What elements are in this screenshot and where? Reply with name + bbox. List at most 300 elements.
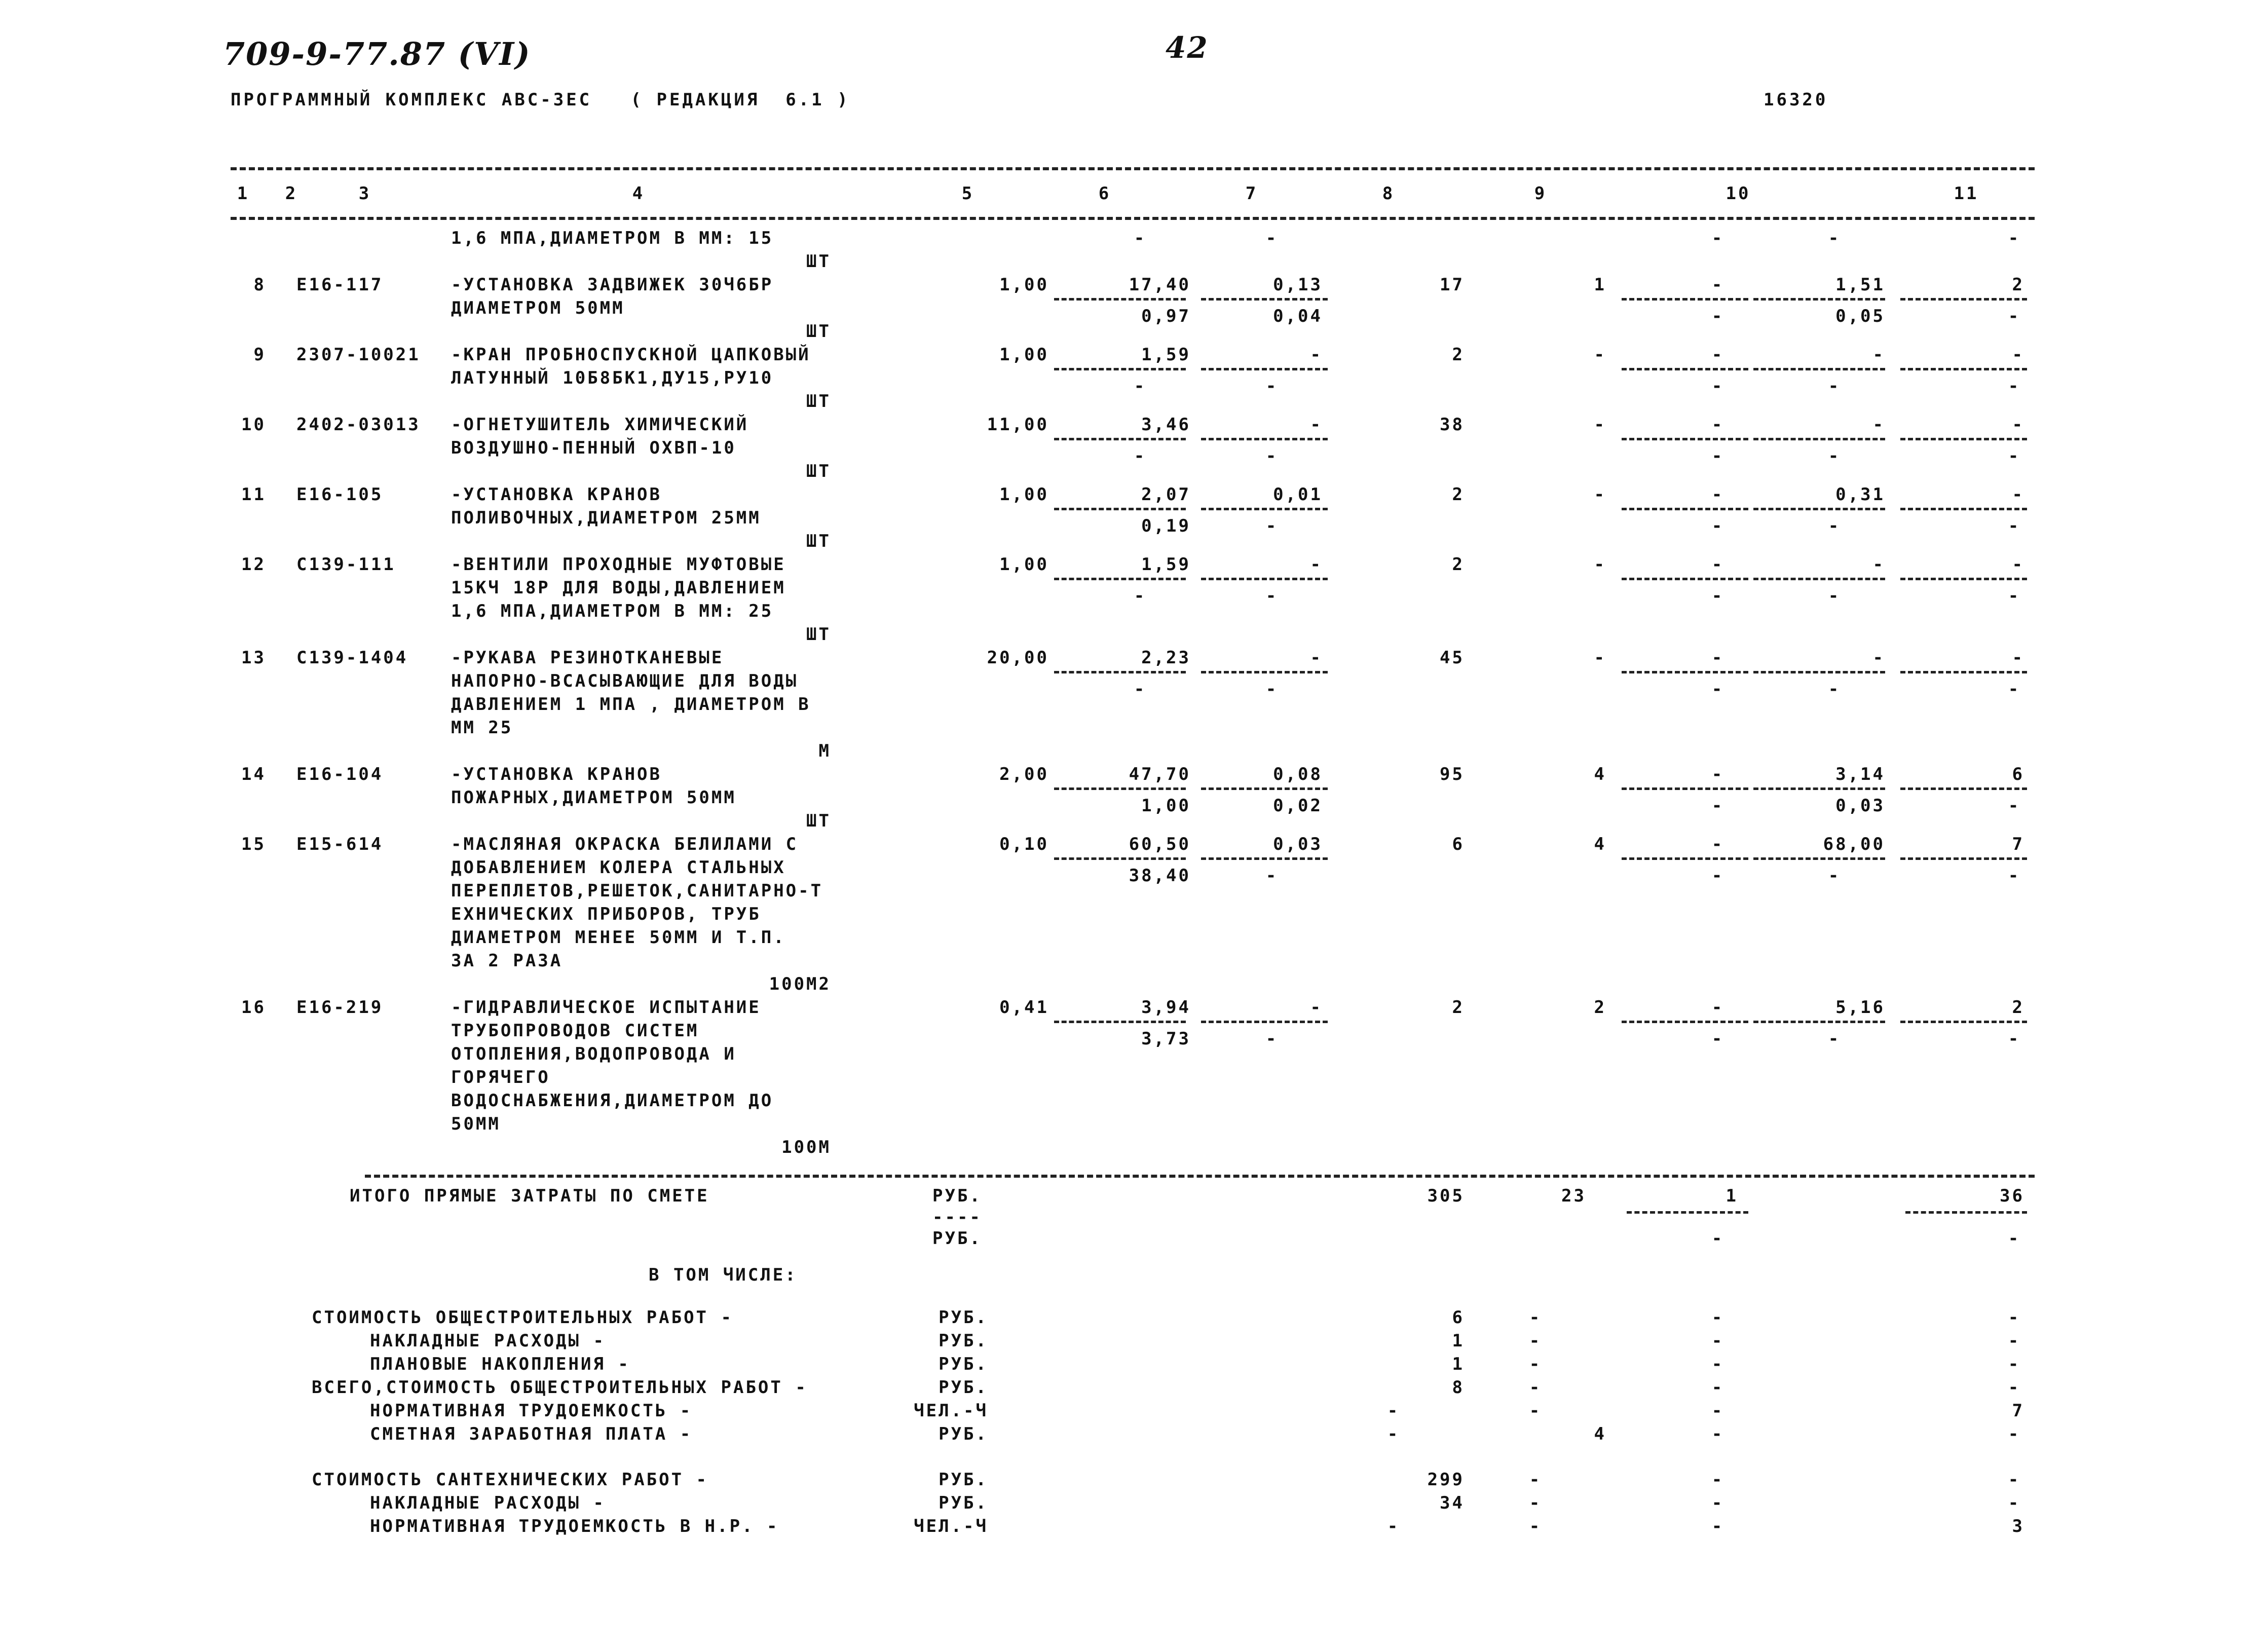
row-col10-sub: -	[1828, 376, 1841, 396]
row-col5-sub: 0,19	[1141, 516, 1191, 536]
summary-label: СТОИМОСТЬ ОБЩЕСТРОИТЕЛЬНЫХ РАБОТ -	[312, 1307, 733, 1328]
row-col9-sub: -	[1711, 679, 1724, 699]
row-description: -ВЕНТИЛИ ПРОХОДНЫЕ МУФТОВЫЕ	[451, 554, 786, 575]
row-col6: 0,08	[1273, 764, 1323, 784]
row-quantity: 1,00	[999, 484, 1049, 505]
summary-col11: -	[2008, 1424, 2021, 1444]
column-header-6: 6	[1098, 183, 1111, 204]
row-unit: ШТ	[806, 251, 831, 272]
cell-rule	[1753, 438, 1885, 440]
row-col9: -	[1711, 834, 1724, 854]
totals-unit-dash: ----	[932, 1207, 982, 1227]
row-col6: -	[1310, 554, 1323, 575]
row-number: 11	[241, 484, 266, 505]
summary-label: СТОИМОСТЬ САНТЕХНИЧЕСКИХ РАБОТ -	[312, 1470, 709, 1490]
cell-rule	[1622, 671, 1748, 673]
cell-rule	[1201, 438, 1328, 440]
summary-col8: -	[1529, 1354, 1542, 1374]
row-quantity: 1,00	[999, 345, 1049, 365]
row-col7: 2	[1452, 484, 1465, 505]
row-col9-sub: -	[1711, 306, 1724, 326]
row-col9: -	[1711, 554, 1724, 575]
cell-rule	[1201, 508, 1328, 510]
totals-unit-2: РУБ.	[932, 1228, 982, 1249]
row-code: Е16-219	[296, 997, 384, 1018]
cell-rule	[1054, 787, 1186, 790]
row-col7: 45	[1440, 648, 1465, 668]
row-col6: 0,03	[1273, 834, 1323, 854]
row-code: С139-111	[296, 554, 396, 575]
row-col10-sub: 0,03	[1835, 796, 1885, 816]
cell-rule	[1201, 671, 1328, 673]
row-description: -УСТАНОВКА ЗАДВИЖЕК 30Ч6БР	[451, 275, 774, 295]
row-col10: 0,31	[1835, 484, 1885, 505]
row-col5-sub: 1,00	[1141, 796, 1191, 816]
row-col8: -	[1594, 415, 1606, 435]
row-col10: 5,16	[1835, 997, 1885, 1018]
cell-rule	[1054, 508, 1186, 510]
row-col11-sub: -	[2008, 516, 2021, 536]
summary-col7: -	[1387, 1401, 1400, 1421]
summary-col7: 8	[1452, 1377, 1465, 1398]
row-unit: ШТ	[806, 391, 831, 411]
row-description: ПЕРЕПЛЕТОВ,РЕШЕТОК,САНИТАРНО-Т	[451, 881, 823, 901]
cell-rule	[1753, 368, 1885, 370]
cell-rule	[1054, 578, 1186, 580]
row-col8: 4	[1594, 764, 1606, 784]
totals-col7: 305	[1427, 1186, 1465, 1206]
summary-col9: -	[1711, 1424, 1724, 1444]
row-col8: 4	[1594, 834, 1606, 854]
row-description: -МАСЛЯНАЯ ОКРАСКА БЕЛИЛАМИ С	[451, 834, 799, 854]
summary-col9: -	[1711, 1307, 1724, 1328]
cell-rule	[1753, 578, 1885, 580]
totals-col11-sub: -	[2008, 1228, 2021, 1249]
summary-col7: 1	[1452, 1354, 1465, 1374]
row-col6: -	[1310, 997, 1323, 1018]
summary-col9: -	[1711, 1354, 1724, 1374]
row-unit: ШТ	[806, 624, 831, 645]
row-description: НАПОРНО-ВСАСЫВАЮЩИЕ ДЛЯ ВОДЫ	[451, 671, 799, 691]
row-col7: 95	[1440, 764, 1465, 784]
row-quantity: 2,00	[999, 764, 1049, 784]
totals-col11: 36	[2000, 1186, 2024, 1206]
row-col10-sub: -	[1828, 679, 1841, 699]
row-description: ДИАМЕТРОМ 50ММ	[451, 298, 625, 318]
summary-col11: -	[2008, 1493, 2021, 1513]
row-col10: -	[1828, 228, 1841, 248]
row-description: ММ 25	[451, 718, 513, 738]
row-col6-sub: -	[1265, 1029, 1279, 1049]
row-col11: 2	[2012, 997, 2024, 1018]
row-col7: 2	[1452, 997, 1465, 1018]
totals-col8: 23	[1561, 1186, 1586, 1206]
summary-unit: ЧЕЛ.-Ч	[914, 1516, 988, 1536]
summary-col11: -	[2008, 1354, 2021, 1374]
row-unit-price: 2,07	[1141, 484, 1191, 505]
row-unit: 100М2	[769, 974, 831, 994]
cell-rule	[1201, 787, 1328, 790]
cell-rule	[1054, 438, 1186, 440]
summary-col8: -	[1529, 1377, 1542, 1398]
row-description: -РУКАВА РЕЗИНОТКАНЕВЫЕ	[451, 648, 724, 668]
row-unit-price: 1,59	[1141, 554, 1191, 575]
row-description: -УСТАНОВКА КРАНОВ	[451, 484, 662, 505]
row-number: 15	[241, 834, 266, 854]
row-col11-sub: -	[2008, 376, 2021, 396]
cell-rule	[1753, 1021, 1885, 1023]
cell-rule	[1054, 671, 1186, 673]
summary-label: ВСЕГО,СТОИМОСТЬ ОБЩЕСТРОИТЕЛЬНЫХ РАБОТ -	[312, 1377, 808, 1398]
row-col10-sub: -	[1828, 866, 1841, 886]
column-header-3: 3	[358, 183, 371, 204]
cell-rule	[1753, 671, 1885, 673]
cell-rule	[1622, 857, 1748, 860]
row-code: Е16-104	[296, 764, 384, 784]
summary-col9: -	[1711, 1377, 1724, 1398]
row-col11-sub: -	[2008, 796, 2021, 816]
cell-rule	[1900, 671, 2027, 673]
row-col11: -	[2012, 415, 2024, 435]
summary-label: ПЛАНОВЫЕ НАКОПЛЕНИЯ -	[370, 1354, 630, 1374]
row-col9: -	[1711, 345, 1724, 365]
row-col8: -	[1594, 554, 1606, 575]
summary-col8: -	[1529, 1493, 1542, 1513]
row-col7: 38	[1440, 415, 1465, 435]
row-col10-sub: -	[1828, 1029, 1841, 1049]
cell-rule	[1753, 508, 1885, 510]
summary-col9: -	[1711, 1401, 1724, 1421]
row-description: ДИАМЕТРОМ МЕНЕЕ 50ММ И Т.П.	[451, 927, 786, 948]
row-code: 2402-03013	[296, 415, 421, 435]
row-col10-sub: -	[1828, 446, 1841, 466]
cell-rule	[1201, 1021, 1328, 1023]
row-col5-sub: -	[1134, 586, 1147, 606]
cell-rule	[1054, 298, 1186, 301]
row-col5-sub: 3,73	[1141, 1029, 1191, 1049]
cell-rule	[1054, 368, 1186, 370]
row-description: ТРУБОПРОВОДОВ СИСТЕМ	[451, 1021, 699, 1041]
row-quantity: 1,00	[999, 554, 1049, 575]
row-col10-sub: -	[1828, 586, 1841, 606]
totals-col9-sub: -	[1711, 1228, 1724, 1249]
summary-unit: РУБ.	[939, 1493, 988, 1513]
row-number: 16	[241, 997, 266, 1018]
totals-col9: 1	[1726, 1186, 1738, 1206]
row-col6: -	[1310, 648, 1323, 668]
row-description: ЛАТУННЫЙ 10Б8БК1,ДУ15,РУ10	[451, 368, 774, 388]
row-col6-sub: -	[1265, 679, 1279, 699]
row-col6-sub: 0,02	[1273, 796, 1323, 816]
cell-rule	[1054, 1021, 1186, 1023]
row-code: 2307-10021	[296, 345, 421, 365]
row-col10: -	[1872, 648, 1885, 668]
row-col10-sub: -	[1828, 516, 1841, 536]
row-col10-sub: 0,05	[1835, 306, 1885, 326]
summary-col11: -	[2008, 1331, 2021, 1351]
row-unit: ШТ	[806, 461, 831, 481]
row-col11: -	[2012, 345, 2024, 365]
summary-col7: 6	[1452, 1307, 1465, 1328]
row-col5-sub: 0,97	[1141, 306, 1191, 326]
page-mark: 42	[1166, 30, 1209, 65]
summary-col7: -	[1387, 1424, 1400, 1444]
row-col5-sub: -	[1134, 376, 1147, 396]
row-col10: -	[1872, 345, 1885, 365]
cell-rule	[1622, 368, 1748, 370]
totals-rule	[1905, 1211, 2027, 1214]
row-description: 1,6 МПА,ДИАМЕТРОМ В ММ: 15	[451, 228, 774, 248]
summary-col11: -	[2008, 1470, 2021, 1490]
row-description: ДОБАВЛЕНИЕМ КОЛЕРА СТАЛЬНЫХ	[451, 857, 786, 878]
row-col11-sub: -	[2008, 866, 2021, 886]
row-col11: 6	[2012, 764, 2024, 784]
cell-rule	[1201, 578, 1328, 580]
row-col6-sub: -	[1265, 866, 1279, 886]
row-col9: -	[1711, 228, 1724, 248]
cell-rule	[1201, 298, 1328, 301]
cell-rule	[1900, 857, 2027, 860]
row-number: 8	[253, 275, 266, 295]
summary-label: НОРМАТИВНАЯ ТРУДОЕМКОСТЬ -	[370, 1401, 693, 1421]
including-label: В ТОМ ЧИСЛЕ:	[649, 1265, 798, 1285]
row-quantity: 1,00	[999, 275, 1049, 295]
row-number: 14	[241, 764, 266, 784]
cell-rule	[1622, 508, 1748, 510]
cell-rule	[1900, 438, 2027, 440]
row-description: ПОЖАРНЫХ,ДИАМЕТРОМ 50ММ	[451, 787, 736, 808]
column-header-10: 10	[1726, 183, 1751, 204]
summary-col9: -	[1711, 1470, 1724, 1490]
cell-rule	[1900, 578, 2027, 580]
row-quantity: 11,00	[987, 415, 1049, 435]
row-col10: -	[1872, 554, 1885, 575]
cell-rule	[1900, 787, 2027, 790]
row-description: ВОЗДУШНО-ПЕННЫЙ ОХВП-10	[451, 438, 736, 458]
row-description: ГОРЯЧЕГО	[451, 1067, 550, 1087]
row-col8: -	[1594, 648, 1606, 668]
summary-label: НАКЛАДНЫЕ РАСХОДЫ -	[370, 1493, 606, 1513]
cell-rule	[1201, 857, 1328, 860]
row-description: ВОДОСНАБЖЕНИЯ,ДИАМЕТРОМ ДО	[451, 1091, 774, 1111]
row-col9-sub: -	[1711, 446, 1724, 466]
row-col5-sub: -	[1134, 679, 1147, 699]
cell-rule	[1054, 857, 1186, 860]
row-col5-sub: 38,40	[1129, 866, 1191, 886]
column-header-2: 2	[285, 183, 298, 204]
cell-rule	[1622, 787, 1748, 790]
cell-rule	[1900, 298, 2027, 301]
row-unit-price: 2,23	[1141, 648, 1191, 668]
row-unit: ШТ	[806, 531, 831, 551]
row-unit: ШТ	[806, 321, 831, 342]
row-code: Е15-614	[296, 834, 384, 854]
row-col6: -	[1310, 345, 1323, 365]
summary-col11: -	[2008, 1377, 2021, 1398]
column-header-11: 11	[1954, 183, 1979, 204]
row-col6-sub: -	[1265, 586, 1279, 606]
row-description: 1,6 МПА,ДИАМЕТРОМ В ММ: 25	[451, 601, 774, 621]
row-col6-sub: -	[1265, 446, 1279, 466]
row-unit: М	[818, 741, 831, 761]
row-col7: 2	[1452, 345, 1465, 365]
row-col9-sub: -	[1711, 376, 1724, 396]
summary-unit: РУБ.	[939, 1354, 988, 1374]
row-unit-price: 17,40	[1129, 275, 1191, 295]
summary-unit: РУБ.	[939, 1424, 988, 1444]
row-col11: -	[2012, 648, 2024, 668]
row-quantity: 20,00	[987, 648, 1049, 668]
row-col9: -	[1711, 275, 1724, 295]
row-col8: 1	[1594, 275, 1606, 295]
totals-label: ИТОГО ПРЯМЫЕ ЗАТРАТЫ ПО СМЕТЕ	[350, 1186, 709, 1206]
row-col10: 68,00	[1823, 834, 1885, 854]
row-quantity: 0,10	[999, 834, 1049, 854]
summary-col7: 1	[1452, 1331, 1465, 1351]
document-code: 709-9-77.87 (VI)	[223, 35, 531, 72]
row-col11: 2	[2012, 275, 2024, 295]
summary-col9: -	[1711, 1516, 1724, 1536]
table-top-rule	[231, 167, 2035, 170]
row-col8: 2	[1594, 997, 1606, 1018]
row-code: Е16-117	[296, 275, 384, 295]
row-col8: -	[1594, 345, 1606, 365]
cell-rule	[1622, 298, 1748, 301]
column-header-9: 9	[1534, 183, 1547, 204]
row-description: -ОГНЕТУШИТЕЛЬ ХИМИЧЕСКИЙ	[451, 415, 749, 435]
row-col6: 0,13	[1273, 275, 1323, 295]
totals-unit: РУБ.	[932, 1186, 982, 1206]
row-col11-sub: -	[2008, 679, 2021, 699]
row-col11: -	[2012, 484, 2024, 505]
row-col10: 3,14	[1835, 764, 1885, 784]
row-description: -ГИДРАВЛИЧЕСКОЕ ИСПЫТАНИЕ	[451, 997, 761, 1018]
summary-col9: -	[1711, 1493, 1724, 1513]
row-description: 50ММ	[451, 1114, 501, 1134]
row-description: -КРАН ПРОБНОСПУСКНОЙ ЦАПКОВЫЙ	[451, 345, 811, 365]
row-col9: -	[1711, 997, 1724, 1018]
cell-rule	[1900, 508, 2027, 510]
row-col9-sub: -	[1711, 586, 1724, 606]
row-col9: -	[1711, 764, 1724, 784]
row-code: Е16-105	[296, 484, 384, 505]
table-header-rule	[231, 217, 2035, 220]
column-header-8: 8	[1382, 183, 1395, 204]
row-number: 12	[241, 554, 266, 575]
row-unit: ШТ	[806, 811, 831, 831]
summary-label: СМЕТНАЯ ЗАРАБОТНАЯ ПЛАТА -	[370, 1424, 693, 1444]
row-unit-price: 60,50	[1129, 834, 1191, 854]
summary-col8: -	[1529, 1307, 1542, 1328]
row-col7: 6	[1452, 834, 1465, 854]
row-col9: -	[1711, 415, 1724, 435]
row-col11-sub: -	[2008, 1029, 2021, 1049]
cell-rule	[1900, 368, 2027, 370]
row-unit-price: 3,46	[1141, 415, 1191, 435]
cell-rule	[1753, 787, 1885, 790]
summary-col11: 7	[2012, 1401, 2024, 1421]
summary-col8: -	[1529, 1470, 1542, 1490]
row-description: ПОЛИВОЧНЫХ,ДИАМЕТРОМ 25ММ	[451, 508, 761, 528]
row-number: 10	[241, 415, 266, 435]
program-title: ПРОГРАММНЫЙ КОМПЛЕКС АВС-3ЕС ( РЕДАКЦИЯ 6.1 )	[231, 90, 850, 110]
column-header-4: 4	[632, 183, 645, 204]
row-col7: 17	[1440, 275, 1465, 295]
row-code: С139-1404	[296, 648, 408, 668]
row-col9-sub: -	[1711, 796, 1724, 816]
summary-col8: -	[1529, 1401, 1542, 1421]
row-col5: -	[1134, 228, 1147, 248]
summary-col7: 34	[1440, 1493, 1465, 1513]
summary-col11: -	[2008, 1307, 2021, 1328]
row-number: 13	[241, 648, 266, 668]
row-col9-sub: -	[1711, 516, 1724, 536]
summary-label: НАКЛАДНЫЕ РАСХОДЫ -	[370, 1331, 606, 1351]
row-col9: -	[1711, 648, 1724, 668]
row-unit: 100М	[781, 1137, 831, 1157]
row-description: ЗА 2 РАЗА	[451, 951, 563, 971]
row-col9-sub: -	[1711, 1029, 1724, 1049]
summary-label: НОРМАТИВНАЯ ТРУДОЕМКОСТЬ В Н.Р. -	[370, 1516, 779, 1536]
row-description: ДАВЛЕНИЕМ 1 МПА , ДИАМЕТРОМ В	[451, 694, 811, 715]
row-col9: -	[1711, 484, 1724, 505]
summary-col8: -	[1529, 1516, 1542, 1536]
row-unit-price: 3,94	[1141, 997, 1191, 1018]
summary-col7: 299	[1427, 1470, 1465, 1490]
totals-rule	[1627, 1211, 1748, 1214]
cell-rule	[1622, 578, 1748, 580]
cell-rule	[1201, 368, 1328, 370]
row-col11-sub: -	[2008, 446, 2021, 466]
row-col6-sub: -	[1265, 376, 1279, 396]
summary-unit: РУБ.	[939, 1331, 988, 1351]
cell-rule	[1900, 1021, 2027, 1023]
column-header-7: 7	[1245, 183, 1258, 204]
row-col7: 2	[1452, 554, 1465, 575]
cell-rule	[1753, 857, 1885, 860]
row-col8: -	[1594, 484, 1606, 505]
summary-unit: РУБ.	[939, 1470, 988, 1490]
row-description: ОТОПЛЕНИЯ,ВОДОПРОВОДА И	[451, 1044, 736, 1064]
row-col9-sub: -	[1711, 866, 1724, 886]
row-col5-sub: -	[1134, 446, 1147, 466]
row-col11-sub: -	[2008, 586, 2021, 606]
row-quantity: 0,41	[999, 997, 1049, 1018]
cell-rule	[1622, 438, 1748, 440]
cell-rule	[1622, 1021, 1748, 1023]
row-number: 9	[253, 345, 266, 365]
row-col10: -	[1872, 415, 1885, 435]
summary-col9: -	[1711, 1331, 1724, 1351]
row-col11-sub: -	[2008, 306, 2021, 326]
row-col11: -	[2012, 554, 2024, 575]
summary-col7: -	[1387, 1516, 1400, 1536]
totals-top-rule	[365, 1175, 2035, 1178]
row-col6: 0,01	[1273, 484, 1323, 505]
row-description: ЕХНИЧЕСКИХ ПРИБОРОВ, ТРУБ	[451, 904, 761, 924]
summary-col11: 3	[2012, 1516, 2024, 1536]
summary-unit: РУБ.	[939, 1377, 988, 1398]
row-unit-price: 47,70	[1129, 764, 1191, 784]
document-number: 16320	[1764, 90, 1828, 110]
summary-col8: -	[1529, 1331, 1542, 1351]
row-col6: -	[1265, 228, 1279, 248]
row-col6-sub: -	[1265, 516, 1279, 536]
column-header-5: 5	[961, 183, 974, 204]
cell-rule	[1753, 298, 1885, 301]
column-header-1: 1	[237, 183, 250, 204]
row-unit-price: 1,59	[1141, 345, 1191, 365]
